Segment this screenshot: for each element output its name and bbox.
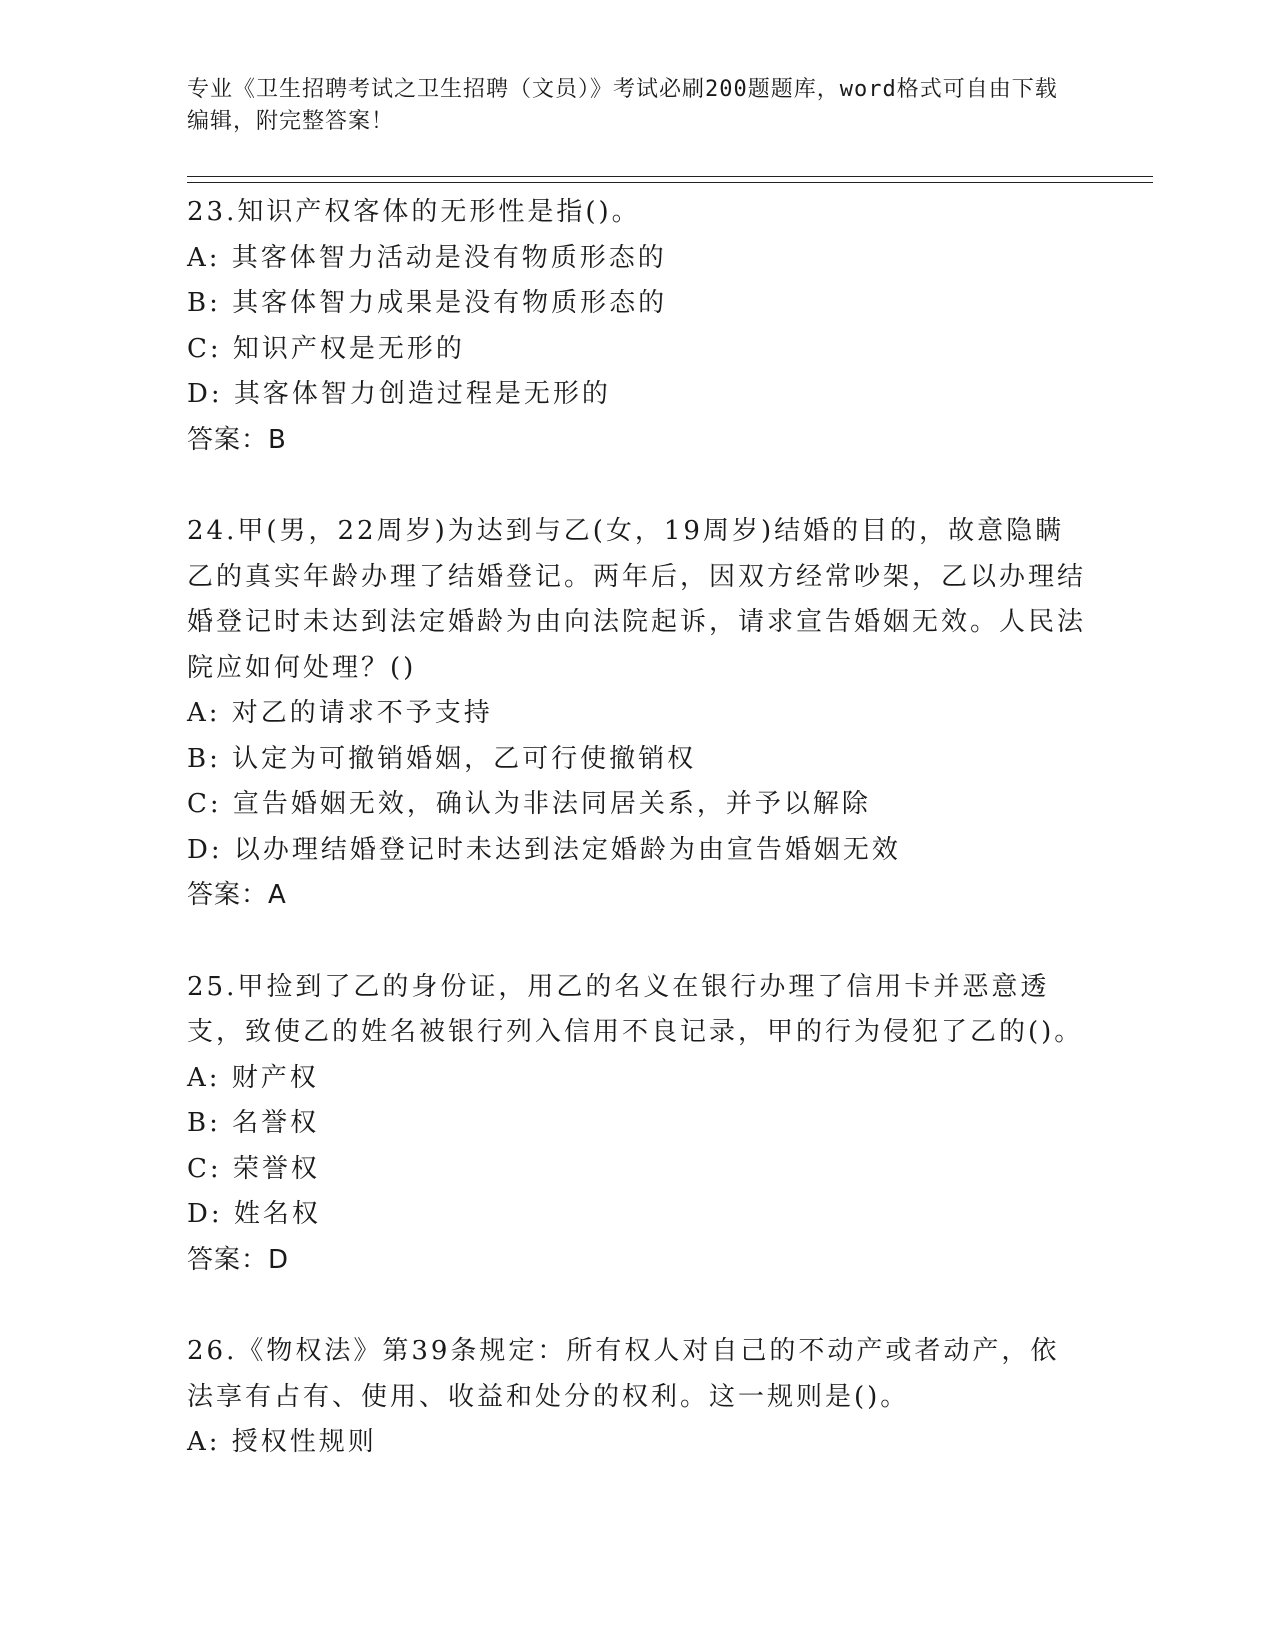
question-25 [187,965,1087,1284]
option-d: D: 其客体智力创造过程是无形的 [187,379,611,409]
option-c: C: 荣誉权 [187,1153,320,1184]
option-c: C: 知识产权是无形的 [187,333,465,364]
document-header: 专业《卫生招聘考试之卫生招聘（文员）》考试必刷200题题库，word格式可自由下载编辑，附完整答案！ [187,77,1058,134]
header-divider-top [187,176,1153,177]
option-c: C: 宣告婚姻无效，确认为非法同居关系，并予以解除 [187,789,871,819]
question-23 [187,190,1087,463]
question-26 [187,1329,1087,1466]
question-stem: 23.知识产权客体的无形性是指()。 [187,197,641,227]
option-a: A: 授权性规则 [187,1427,377,1457]
option-b: B: 认定为可撤销婚姻，乙可行使撤销权 [187,743,697,774]
option-a: A: 财产权 [187,1062,319,1093]
option-d: D: 姓名权 [187,1199,321,1229]
question-stem: 26.《物权法》第39条规定：所有权人对自己的不动产或者动产，依法享有占有、使用、收益和处分的权利。这一规则是()。 [187,1336,1060,1412]
option-a: A: 其客体智力活动是没有物质形态的 [187,242,667,273]
option-b: B: 其客体智力成果是没有物质形态的 [187,288,668,318]
option-a: A: 对乙的请求不予支持 [187,698,493,728]
question-24 [187,509,1087,919]
questions-list [187,190,1087,1512]
question-stem: 25.甲捡到了乙的身份证，用乙的名义在银行办理了信用卡并恶意透支，致使乙的姓名被银行列入信用不良记录，甲的行为侵犯了乙的()。 [187,971,1084,1047]
header-divider-bottom [187,182,1153,183]
answer-line: 答案：B [187,424,287,455]
option-b: B: 名誉权 [187,1108,320,1138]
option-d: D: 以办理结婚登记时未达到法定婚龄为由宣告婚姻无效 [187,834,901,865]
question-stem: 24.甲(男，22周岁)为达到与乙(女，19周岁)结婚的目的，故意隐瞒乙的真实年龄办理了结婚登记。两年后，因双方经常吵架，乙以办理结婚登记时未达到法定婚龄为由向法院起诉，请求宣告婚姻无效。人民法院应如何处理？() [187,516,1087,683]
answer-line: 答案：D [187,1244,290,1275]
answer-line: 答案：A [187,880,287,910]
